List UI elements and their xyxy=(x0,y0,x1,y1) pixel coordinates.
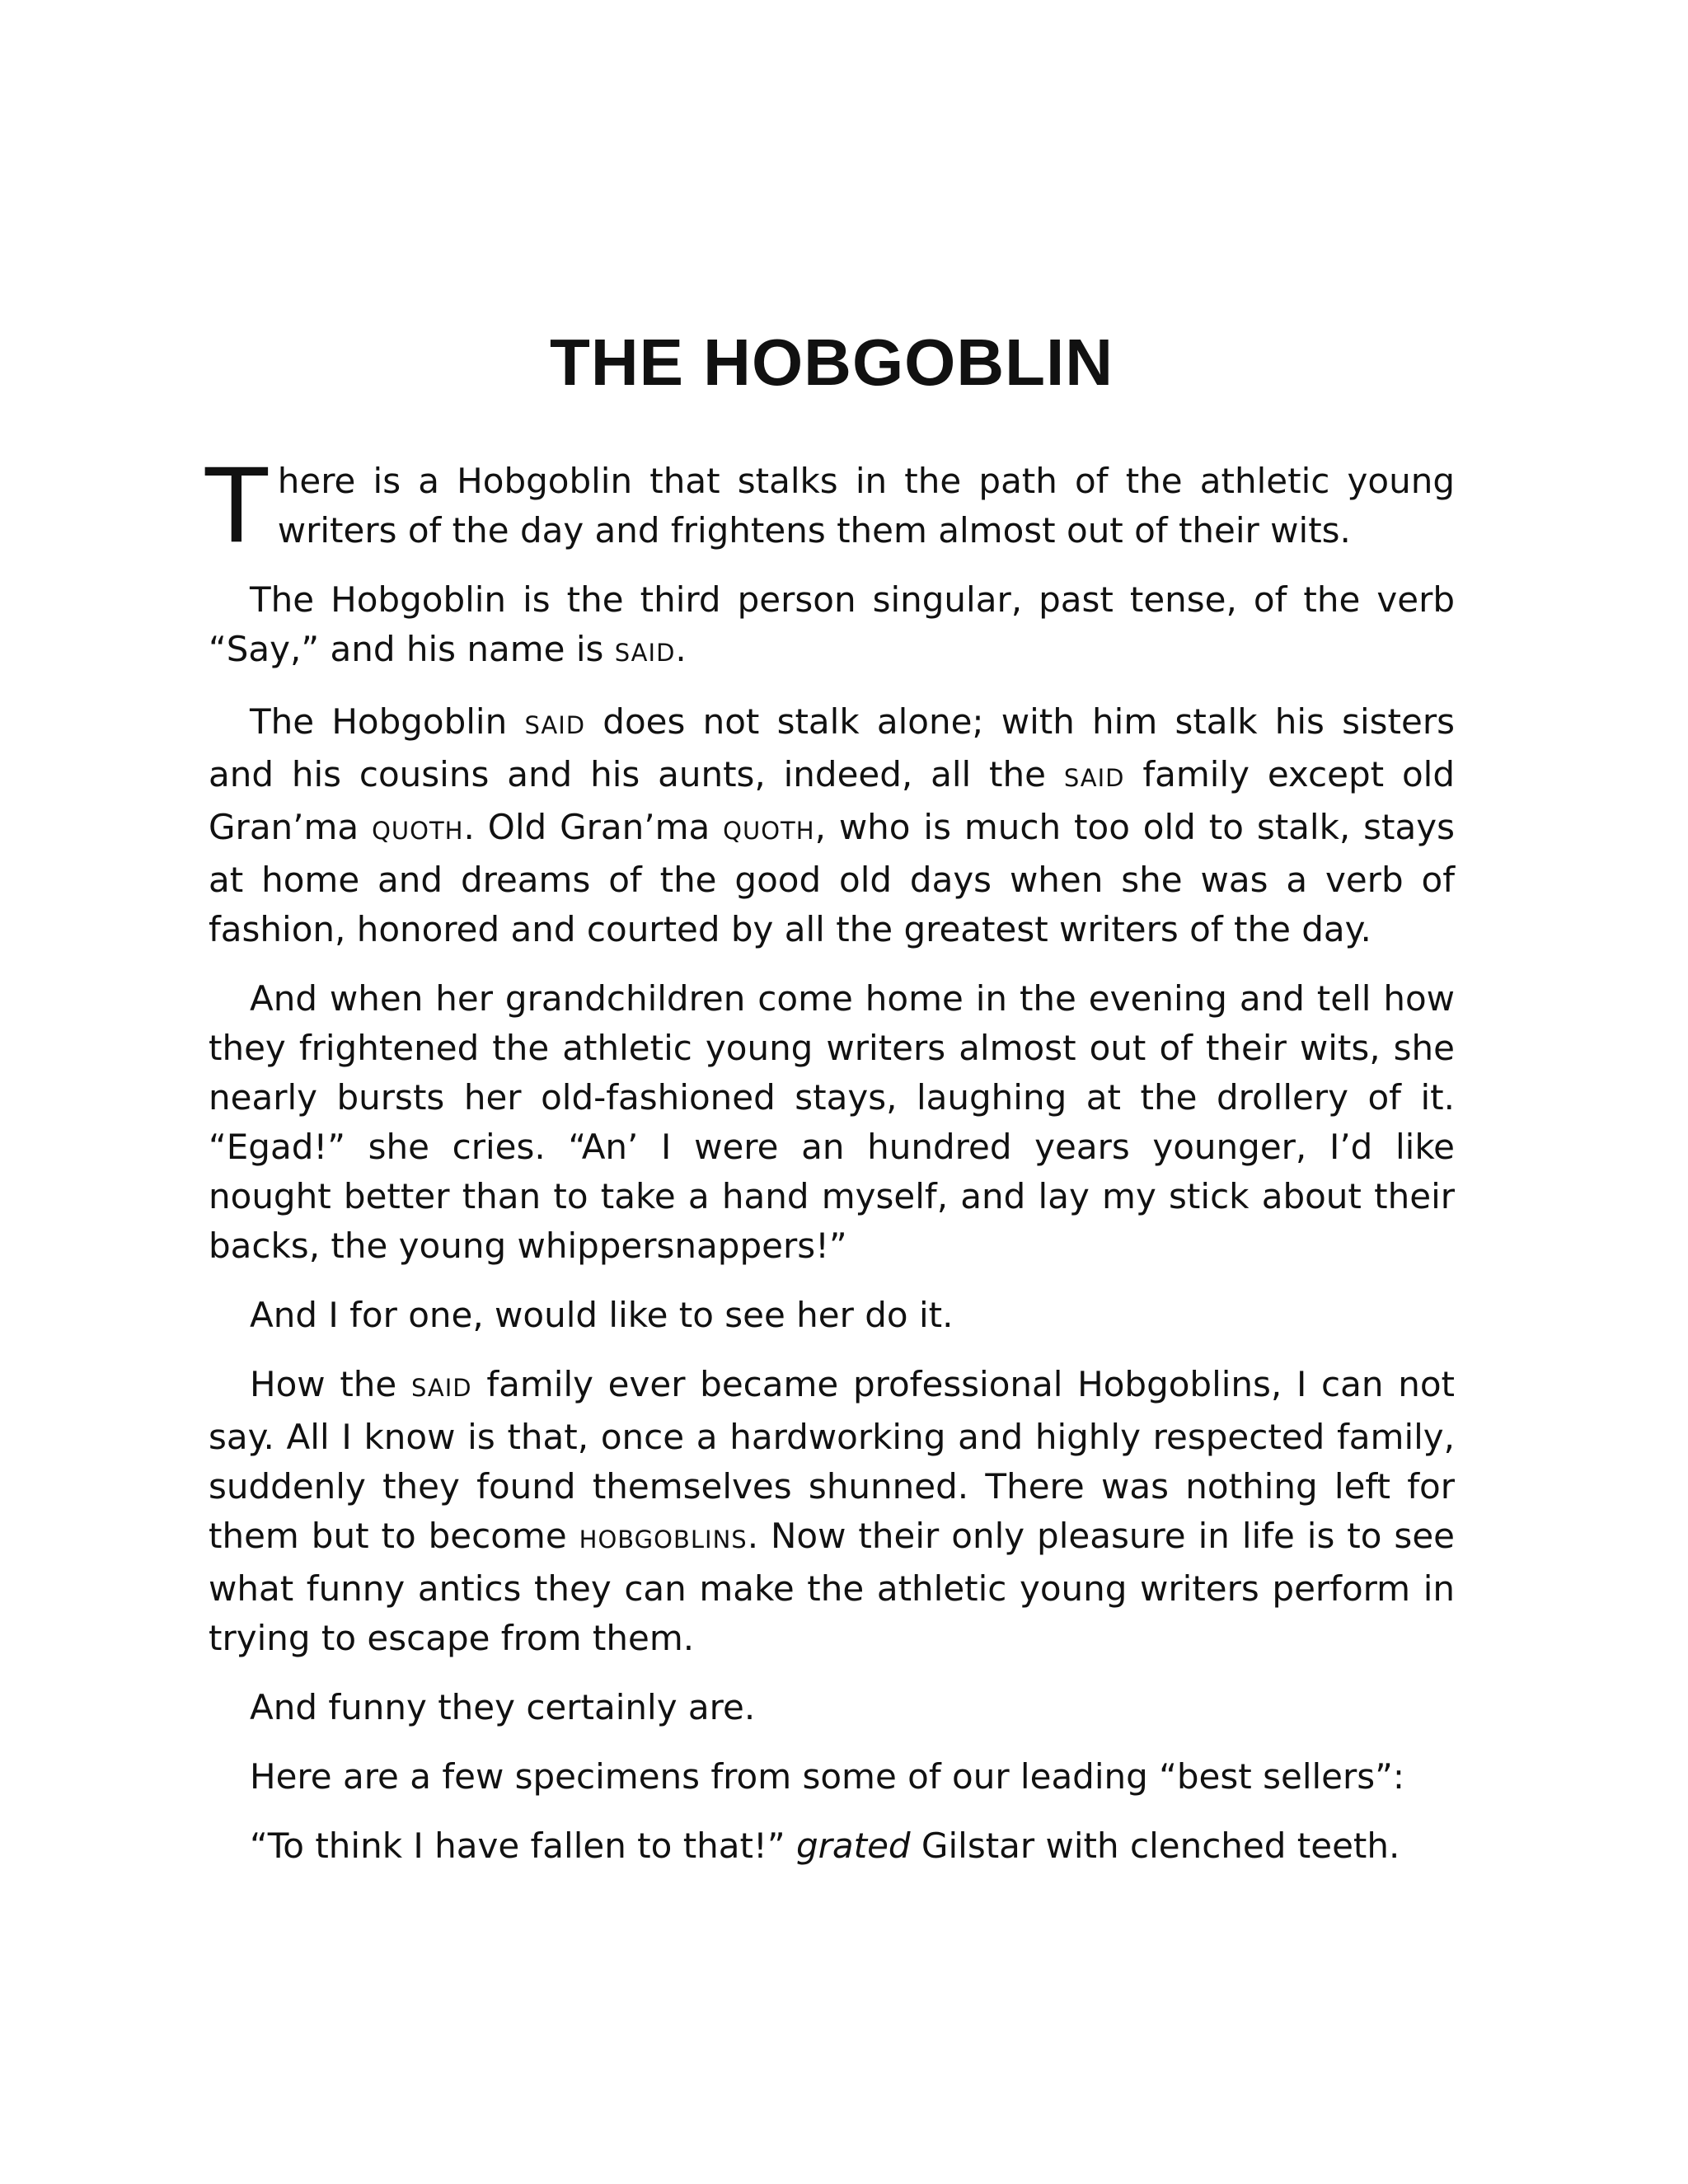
paragraph-8 xyxy=(209,1752,1455,1802)
paragraph-3-text-e: , who is much too old to stalk, stays at home and dreams of the good old days when she was a verb of fashion, honored and courted by all the greatest writers of the day. xyxy=(209,807,1455,949)
small-caps-said: SAID xyxy=(1063,764,1125,792)
paragraph-6-text-c: . Now their only pleasure in life is to see what funny antics they can make the athletic young writers perform in trying to escape from them. xyxy=(209,1516,1455,1658)
paragraph-8-text: Here are a few specimens from some of our leading “best sellers”: xyxy=(250,1756,1405,1797)
paragraph-9-text-a: “To think I have fallen to that!” xyxy=(250,1825,796,1866)
paragraph-3 xyxy=(209,697,1455,954)
paragraph-3-text-c: family except old Gran’ma xyxy=(209,754,1455,847)
paragraph-3-text-d: . Old Gran’ma xyxy=(463,807,724,847)
paragraph-1 xyxy=(205,448,1455,566)
paragraph-4-text: And when her grandchildren come home in the evening and tell how they frightened the athletic young writers almost out of their wits, she nearly bursts her old-fashioned stays, laughing at the drollery of it. “Egad!” she cries. “An’ I were an hundred years younger, I’d like nought better than to take a hand myself, and lay my stick about their backs, the young whippersnappers!” xyxy=(209,978,1455,1266)
paragraph-7 xyxy=(209,1683,1455,1732)
paragraph-1-text: here is a Hobgoblin that stalks in the path of the athletic young writers of the day and frightens them almost out of their wits. xyxy=(277,461,1455,551)
chapter-body xyxy=(205,448,1455,1871)
paragraph-5-text: And I for one, would like to see her do it. xyxy=(250,1295,954,1335)
paragraph-4 xyxy=(209,974,1455,1271)
paragraph-3-text-a: The Hobgoblin xyxy=(250,701,525,742)
italic-grated: grated xyxy=(795,1825,911,1866)
small-caps-quoth: QUOTH xyxy=(372,817,464,845)
drop-cap: T xyxy=(205,448,268,566)
chapter-title: THE HOBGOBLIN xyxy=(549,326,1114,399)
paragraph-7-text: And funny they certainly are. xyxy=(250,1687,756,1727)
paragraph-6-text-a: How the xyxy=(250,1364,411,1404)
paragraph-6-text-b: family ever became professional Hobgoblins, I can not say. All I know is that, once a hardworking and highly respected family, suddenly they found themselves shunned. There was nothing left for them but to become xyxy=(209,1364,1455,1556)
paragraph-2 xyxy=(209,575,1455,677)
page xyxy=(205,321,1455,1891)
paragraph-5 xyxy=(209,1291,1455,1340)
small-caps-said: SAID xyxy=(410,1374,472,1402)
paragraph-9-text-b: Gilstar with clenched teeth. xyxy=(910,1825,1400,1866)
small-caps-quoth: QUOTH xyxy=(723,817,815,845)
paragraph-6 xyxy=(209,1360,1455,1663)
paragraph-3-text-b: does not stalk alone; with him stalk his sisters and his cousins and his aunts, indeed, all the xyxy=(209,701,1455,794)
small-caps-hobgoblins: HOBGOBLINS xyxy=(579,1526,748,1554)
small-caps-said: SAID xyxy=(614,639,676,667)
paragraph-2-text-b: . xyxy=(675,629,687,669)
small-caps-said: SAID xyxy=(524,711,586,739)
paragraph-9 xyxy=(209,1821,1455,1871)
paragraph-2-text-a: The Hobgoblin is the third person singular, past tense, of the verb “Say,” and his name is xyxy=(209,579,1455,669)
